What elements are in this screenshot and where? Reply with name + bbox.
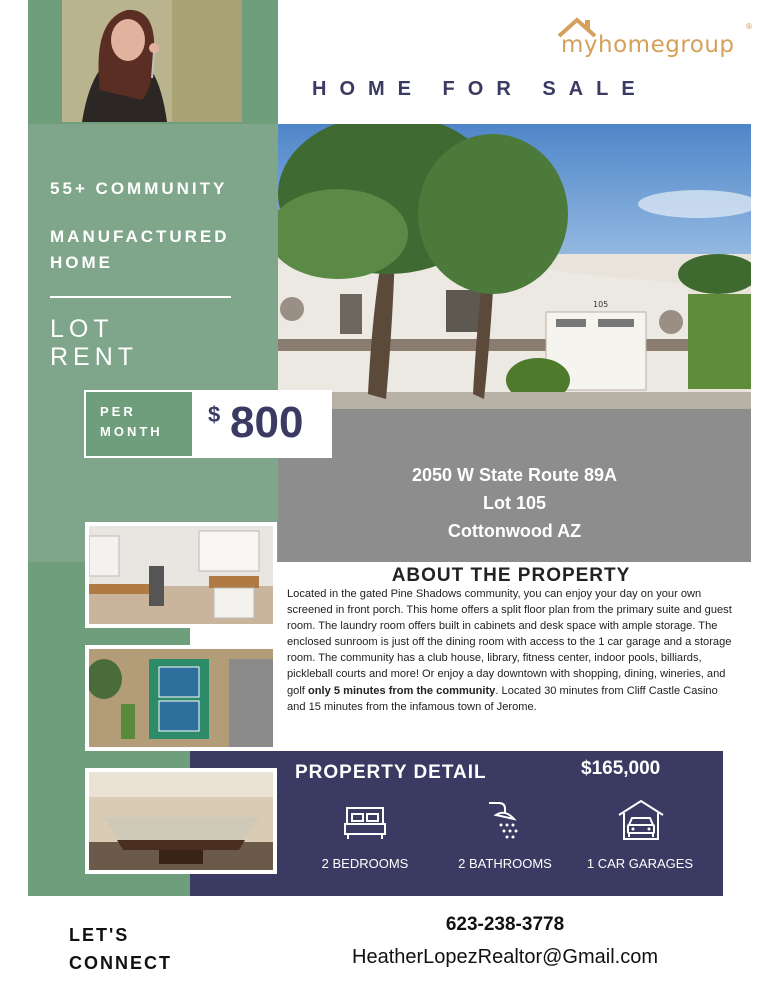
company-logo (555, 12, 755, 66)
bed-icon (344, 804, 386, 840)
about-body-text: Located in the gated Pine Shadows community, you can enjoy your day on your own screened in front porch. This home offers a split floor plan from the primary suite and guest room. The laundry room offers built in cabinets and desk space with ample storage. The enclosed sunroom is just off the dining room with access to the 1 car garage and a storage room. The community has a club house, library, fitness center, indoor pools, billiards, pickleball courts and more! Or enjoy a day downtown with shopping, dining, wineries, and golf (287, 588, 732, 697)
email-address[interactable]: HeatherLopezRealtor@Gmail.com (352, 946, 658, 968)
list-price: $165,000 (581, 758, 661, 779)
feature-manufactured: MANUFACTURED (50, 227, 230, 246)
address-line-1: 2050 W State Route 89A (411, 465, 618, 485)
rent-amount: 800 (230, 398, 304, 447)
month-label: MONTH (100, 424, 163, 439)
feature-55-community: 55+ COMMUNITY (50, 179, 228, 198)
feature-divider (50, 296, 231, 298)
house-number: 105 (593, 300, 609, 309)
rent-text: RENT (50, 343, 139, 371)
feature-home: HOME (50, 253, 113, 272)
courts-photo (85, 645, 277, 751)
bedrooms-label: 2 BEDROOMS (321, 856, 409, 871)
bathrooms-label: 2 BATHROOMS (458, 856, 552, 871)
about-body (287, 586, 733, 715)
garage-car-icon (617, 799, 665, 841)
cta-connect: CONNECT (69, 953, 172, 973)
about-body-bold: only 5 minutes from the community (307, 684, 496, 697)
lot-text: LOT (50, 315, 114, 343)
agent-photo (62, 0, 242, 122)
address-line-2: Lot 105 (482, 493, 547, 513)
logo-wordmark: myhomegroup (561, 32, 735, 58)
kitchen-photo (85, 522, 277, 628)
cta-lets: LET'S (69, 925, 130, 945)
address (278, 461, 751, 545)
billiards-photo (85, 768, 277, 874)
shower-icon (487, 801, 521, 841)
rent-currency: $ (208, 402, 221, 427)
page-title: HOME FOR SALE (312, 78, 648, 100)
registered-mark: ® (745, 22, 753, 31)
about-title: ABOUT THE PROPERTY (391, 565, 631, 586)
phone-number[interactable]: 623-238-3778 (445, 914, 565, 935)
garages-label: 1 CAR GARAGES (586, 856, 694, 871)
detail-title: PROPERTY DETAIL (295, 762, 487, 783)
per-label: PER (100, 404, 136, 419)
address-line-3: Cottonwood AZ (447, 521, 582, 541)
about-body-end: . Located 30 minutes from Cliff Castle Casino and 15 minutes from the infamous town of Jerome. (287, 684, 718, 713)
rent-box (84, 390, 332, 458)
